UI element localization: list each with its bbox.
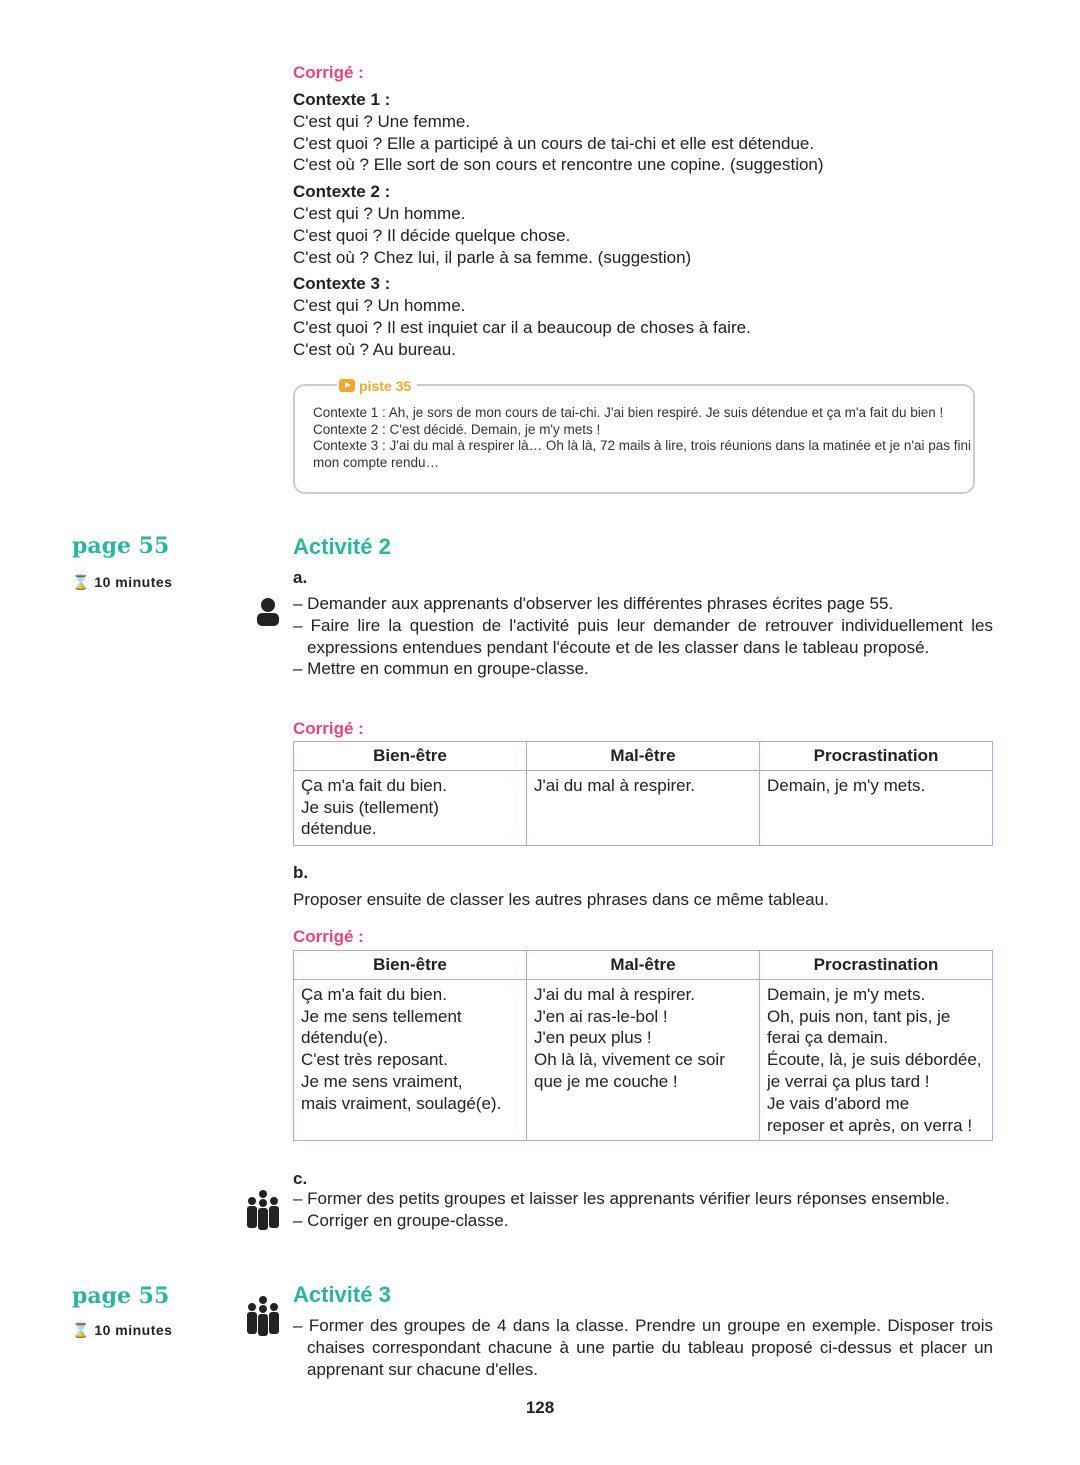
line: C'est quoi ? Il est inquiet car il a beaucoup de choses à faire. <box>293 317 751 337</box>
instruction: – Corriger en groupe-classe. <box>293 1210 509 1230</box>
hourglass-icon: ⌛ <box>72 1322 90 1338</box>
instructions-c <box>293 1188 993 1232</box>
cell: J'ai du mal à respirer. J'en ai ras-le-bol ! J'en peux plus ! Oh là là, vivement ce soir que je me couche ! <box>527 979 760 1141</box>
line: C'est où ? Au bureau. <box>293 339 456 359</box>
instruction: – Faire lire la question de l'activité puis leur demander de retrouver individuellement les expressions entendues pendant l'écoute et de les classer dans le tableau proposé. <box>293 615 993 657</box>
hourglass-icon: ⌛ <box>72 574 90 590</box>
table-2 <box>293 950 993 1141</box>
line: C'est qui ? Une femme. <box>293 111 471 131</box>
corrige-label: Corrigé : <box>293 927 364 946</box>
contextes <box>293 89 993 361</box>
instruction: – Former des groupes de 4 dans la classe. Prendre un groupe en exemple. Disposer trois chaises correspondant chacune à une partie du tableau proposé ci-dessus et placer un apprenant sur chacune d'elles. <box>293 1316 993 1379</box>
line: C'est qui ? Un homme. <box>293 203 466 223</box>
piste-text: piste 35 <box>359 378 412 394</box>
transcript-line: Contexte 3 : J'ai du mal à respirer là… Oh là là, 72 mails à lire, trois réunions dans la matinée et je n'ai pas fini mon compte rendu… <box>313 438 971 470</box>
instruction: Proposer ensuite de classer les autres phrases dans ce même tableau. <box>293 890 829 909</box>
cell: Demain, je m'y mets. <box>760 770 993 845</box>
page-number: 128 <box>525 1398 555 1417</box>
activity-title: Activité 2 <box>293 534 391 559</box>
activity-title: Activité 3 <box>293 1282 391 1307</box>
duration-text: 10 minutes <box>94 574 173 590</box>
part-label: b. <box>293 863 309 882</box>
contexte-title: Contexte 1 : <box>293 90 391 109</box>
header: Mal-être <box>527 951 760 980</box>
corrige-label: Corrigé : <box>293 63 364 82</box>
instruction: – Demander aux apprenants d'observer les différentes phrases écrites page 55. <box>293 594 894 613</box>
instruction: – Former des petits groupes et laisser les apprenants vérifier leurs réponses ensemble. <box>293 1189 950 1208</box>
instructions-a <box>293 593 993 680</box>
header: Procrastination <box>760 951 993 980</box>
page-reference: page 55 <box>72 533 170 559</box>
cell: Ça m'a fait du bien. Je suis (tellement) détendue. <box>294 770 527 845</box>
instructions-3 <box>293 1315 993 1380</box>
transcript-line: Contexte 1 : Ah, je sors de mon cours de tai-chi. J'ai bien respiré. Je suis détendue et ça m'a fait du bien ! <box>313 405 944 420</box>
cell: Demain, je m'y mets. Oh, puis non, tant pis, je ferai ça demain. Écoute, là, je suis débordée, je verrai ça plus tard ! Je vais d'abord me reposer et après, on verra ! <box>760 979 993 1141</box>
line: C'est où ? Chez lui, il parle à sa femme. (suggestion) <box>293 247 692 267</box>
transcript <box>313 405 975 471</box>
part-label: a. <box>293 568 308 587</box>
table-1 <box>293 741 993 846</box>
corrige-label: Corrigé : <box>293 719 364 738</box>
line: C'est où ? Elle sort de son cours et rencontre une copine. (suggestion) <box>293 155 824 175</box>
cell: Ça m'a fait du bien. Je me sens tellement détendu(e). C'est très reposant. Je me sens vraiment, mais vraiment, soulagé(e). <box>294 979 527 1141</box>
contexte-title: Contexte 3 : <box>293 274 391 294</box>
line: C'est qui ? Un homme. <box>293 296 466 316</box>
play-icon[interactable] <box>339 379 355 392</box>
group-icon <box>246 1296 280 1336</box>
line: C'est quoi ? Elle a participé à un cours de tai-chi et elle est détendue. <box>293 133 815 153</box>
duration-text: 10 minutes <box>94 1322 173 1338</box>
header: Bien-être <box>294 951 527 980</box>
person-icon <box>256 597 280 627</box>
header: Mal-être <box>527 742 760 771</box>
part-label: c. <box>293 1169 308 1188</box>
page-reference: page 55 <box>72 1283 170 1309</box>
cell: J'ai du mal à respirer. <box>527 770 760 845</box>
line: C'est quoi ? Il décide quelque chose. <box>293 225 571 245</box>
instruction: – Mettre en commun en groupe-classe. <box>293 659 589 679</box>
group-icon <box>246 1190 280 1230</box>
duration <box>72 572 172 594</box>
header: Procrastination <box>760 742 993 771</box>
header: Bien-être <box>294 742 527 771</box>
transcript-line: Contexte 2 : C'est décidé. Demain, je m'y mets ! <box>313 421 601 437</box>
contexte-title: Contexte 2 : <box>293 182 391 202</box>
duration <box>72 1320 172 1342</box>
piste-label[interactable] <box>337 377 417 395</box>
